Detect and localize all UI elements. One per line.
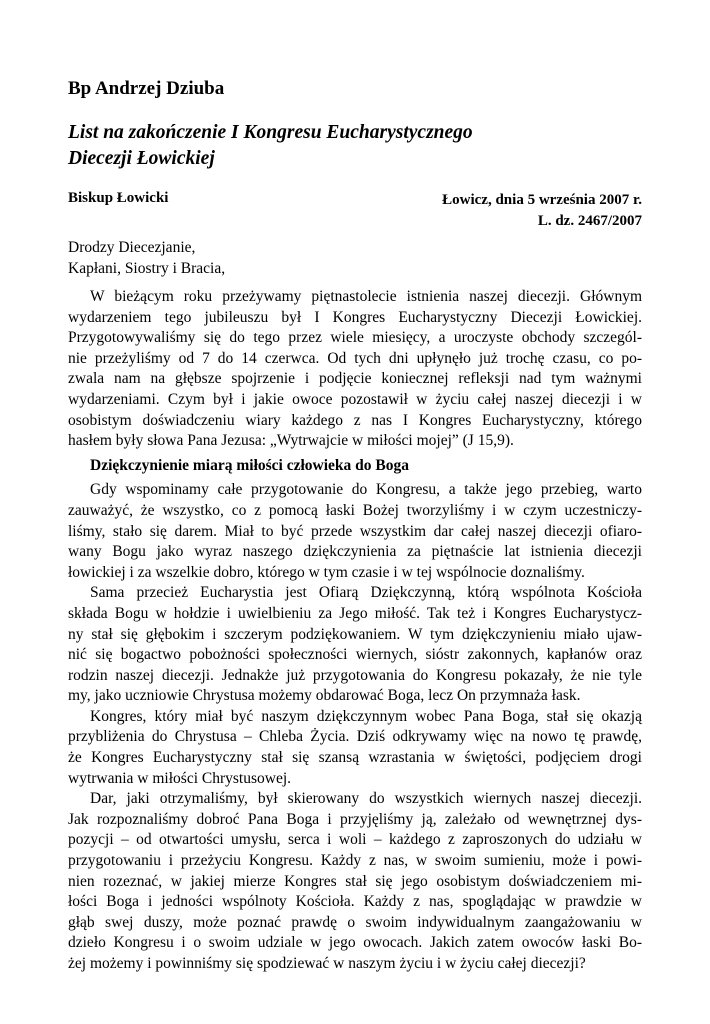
paragraph-line: że Kongres Eucharystyczny stał się szansą wzrastania w świętości, podjęciem drogi [68,749,642,767]
paragraph-line: pozycji – od otwartości umysłu, serca i woli – każdego z zaproszonych do udziału w [68,831,642,849]
paragraph-line: ny stał się głębokim i szczerym podziękowaniem. W tym dziękczynieniu miało ujaw- [68,625,642,643]
paragraph-line: nie przeżyliśmy od 7 do 14 czerwca. Od tych dni upłynęło już trochę czasu, co po- [68,349,642,367]
date-reference [442,190,642,232]
letter-body [68,287,642,975]
title-line-2: Diecezji Łowickiej [68,148,215,169]
paragraph-line: żej możemy i powinniśmy się spodziewać w naszym życiu i w życiu całej diecezji? [68,955,586,972]
paragraph-line: liśmy, stało się darem. Miał to być przede wszystkim dar całej naszej diecezji ofiaro- [68,522,642,540]
greeting [68,238,225,279]
paragraph-line: składa Bogu w hołdzie i uwielbieniu za Jego miłość. Tak też i Kongres Eucharystycz- [68,604,642,622]
paragraph-line: głąb swej duszy, może poznać prawdę o swoim indywidualnym zaangażowaniu w [68,913,642,931]
place-date: Łowicz, dnia 5 września 2007 r. [442,192,642,208]
paragraph-line: nić się bogactwo pobożności społeczności wiernych, sióstr zakonnych, kapłanów oraz [68,646,642,664]
paragraph-line: hasłem były słowa Pana Jezusa: „Wytrwajcie w miłości mojej” (J 15,9). [68,432,514,450]
paragraph-line: my, jako uczniowie Chrystusa możemy obdarować Boga, lecz On przymnaża łask. [68,687,581,705]
paragraph-line: przygotowaniu i przeżyciu Kongresu. Każdy z nas, w swoim sumieniu, może i powi- [68,852,642,870]
paragraph-2 [68,480,642,583]
paragraph-line: W bieżącym roku przeżywamy piętnastolecie istnienia naszej diecezji. Głównym [90,288,642,305]
paragraph-line: przybliżenia do Chrystusa – Chleba Życia. Dziś odkrywamy więc na nowo tę prawdę, [68,728,642,746]
paragraph-3 [68,583,642,707]
paragraph-line: zauważyć, że wszystko, co z pomocą łaski Bożej tworzyliśmy i w czym uczestniczy- [68,501,642,519]
paragraph-line: osobistym doświadczeniu wiary każdego z nas I Kongres Eucharystyczny, którego [68,411,642,429]
paragraph-line: nien rozeznać, w jakiej mierze Kongres stał się jego osobistym doświadczeniem mi- [68,872,642,890]
paragraph-line: Dar, jaki otrzymaliśmy, był skierowany do wszystkich wiernych naszej diecezji. [90,790,642,808]
paragraph-line: zwala nam na głębsze spojrzenie i podjęcie koniecznej refleksji nad tym ważnymi [68,370,642,388]
section-heading: Dziękczynienie miarą miłości człowieka do Boga [90,456,409,474]
paragraph-line: łości Boga i jedności wspólnoty Kościoła. Każdy z nas, spoglądając w prawdzie w [68,893,642,911]
greeting-line-1: Drodzy Diecezjanie, [68,239,196,256]
paragraph-line: Gdy wspominamy całe przygotowanie do Kongresu, a także jego przebieg, warto [90,481,642,499]
paragraph-line: wytrwania w miłości Chrystusowej. [68,769,292,787]
paragraph-line: Przygotowywaliśmy się do tego przez wiele miesięcy, a uroczyste obchody szczegól- [68,329,642,347]
title-line-1: List na zakończenie I Kongresu Eucharystycznego [68,122,473,143]
paragraph-line: łowickiej i za wszelkie dobro, którego w tym czasie i w tej wspólnocie doznaliśmy. [68,563,585,581]
paragraph-5 [68,789,642,974]
author-name: Bp Andrzej Dziuba [68,78,225,99]
greeting-line-2: Kapłani, Siostry i Bracia, [68,259,226,277]
paragraph-line: wydarzeniem tego jubileuszu był I Kongres Eucharystyczny Diecezji Łowickiej. [68,308,642,326]
paragraph-line: Sama przecież Eucharystia jest Ofiarą Dziękczynną, którą wspólnota Kościoła [90,584,642,602]
paragraph-line: wany Bogu jako wyraz naszego dziękczynienia za piętnaście lat istnienia diecezji [68,543,642,561]
letter-title [68,120,642,172]
paragraph-line: dzieło Kongresu i o swoim udziale w jego owocach. Jakich zatem owoców łaski Bo- [68,934,642,952]
paragraph-line: Jak rozpoznaliśmy dobroć Pana Boga i przyjęliśmy ją, zależało od wewnętrznej dys- [68,810,642,828]
paragraph-line: wydarzeniami. Czym był i jakie owoce pozostawił w życiu całej naszej diecezji i w [68,390,642,408]
paragraph-line: Kongres, który miał być naszym dziękczynnym wobec Pana Boga, stał się okazją [90,707,642,725]
reference-number: L. dz. 2467/2007 [537,213,642,229]
paragraph-line: rodzin naszej diecezji. Jednakże już przygotowania do Kongresu pokazały, że nie tyle [68,666,642,684]
paragraph-4 [68,707,642,789]
sender-label: Biskup Łowicki [68,190,169,206]
paragraph-1 [68,287,642,452]
